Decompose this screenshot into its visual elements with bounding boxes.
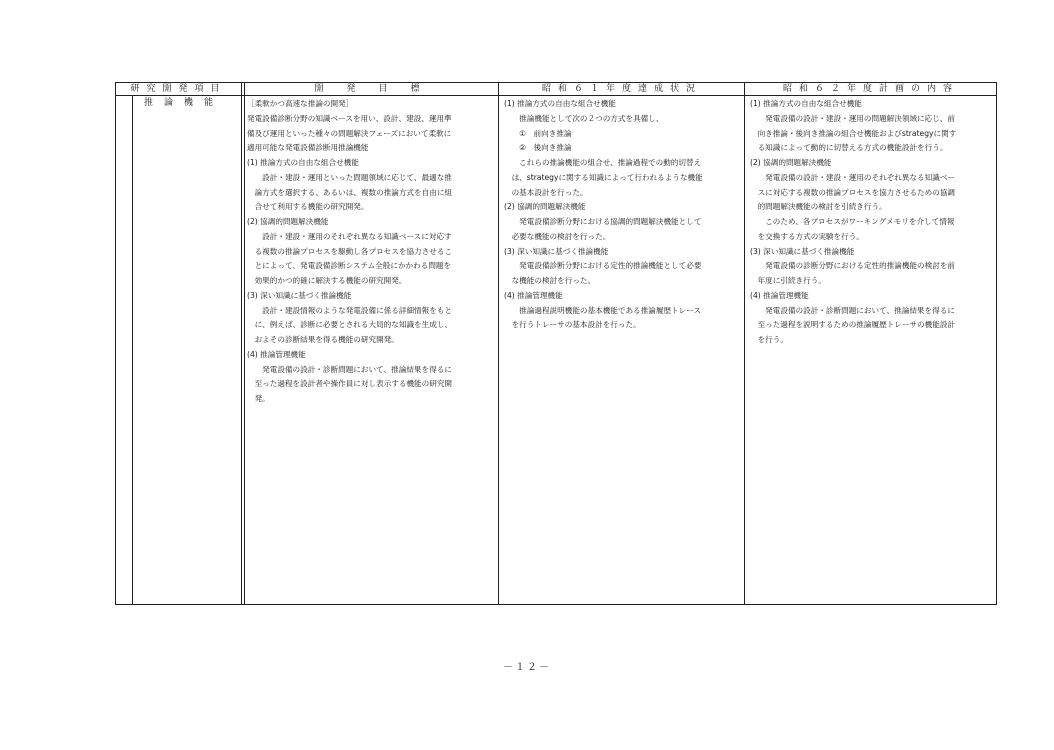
text-line: に、例えば、診断に必要とされる大局的な知識を生成し、 bbox=[247, 320, 453, 330]
text-line: 向き推論・後向き推論の組合せ機能およびstrategyに関す bbox=[750, 128, 957, 138]
text-line: スに対応する複数の推論プロセスを協力させるための協調 bbox=[750, 187, 956, 197]
header-fy62-plan: 昭和６２年度計画の内容 bbox=[782, 84, 959, 94]
text-line: は、strategyに関する知識によって行われるような機能 bbox=[504, 172, 703, 182]
category-label: 推論機能 bbox=[144, 98, 225, 108]
text-line: 推論機能として次の２つの方式を具備し、 bbox=[504, 113, 664, 123]
text-line: を交換する方式の実験を行う。 bbox=[750, 231, 864, 241]
text-line: (1) 推論方式の自由な組合せ機能 bbox=[247, 158, 359, 167]
text-line: (2) 協調的問題解決機能 bbox=[247, 217, 329, 226]
header-fy61-status: 昭和６１年度達成状況 bbox=[541, 84, 702, 94]
text-line: (3) 深い知識に基づく推論機能 bbox=[247, 290, 352, 300]
header-research-item: 研究開発項目 bbox=[130, 84, 227, 94]
text-line: ② 後向き推論 bbox=[504, 143, 572, 153]
text-line: (4) 推論管理機能 bbox=[247, 349, 306, 359]
text-line: およその診断結果を得る機能の研究開発。 bbox=[247, 335, 399, 344]
table-header-row bbox=[116, 83, 996, 96]
text-line: を行うトレーサの基本設計を行った。 bbox=[504, 320, 641, 330]
text-line: な機能の検討を行った。 bbox=[504, 276, 596, 285]
text-line: 発電設備診断分野の知識ベースを用い、設計、建設、運用準 bbox=[247, 113, 452, 123]
text-line: 発電設備の設計・診断問題において、推論結果を得るに bbox=[750, 305, 955, 315]
fy62-plan-column bbox=[750, 97, 994, 348]
text-line: 至った過程を説明するための推論履歴トレーサの機能設計 bbox=[750, 320, 956, 330]
text-line: る知識によって動的に切替える方式の機能設計を行う。 bbox=[750, 143, 948, 153]
text-line: (2) 協調的問題解決機能 bbox=[750, 158, 832, 167]
text-line: (1) 推論方式の自由な組合せ機能 bbox=[750, 99, 862, 108]
text-line: (3) 深い知識に基づく推論機能 bbox=[750, 246, 855, 256]
header-development-goal: 開 発 目 標 bbox=[314, 84, 427, 94]
category-indent-rule bbox=[132, 96, 133, 604]
development-goal-column bbox=[247, 97, 497, 407]
text-line: 設計・建設情報のような発電設備に係る詳細情報をもと bbox=[247, 305, 453, 315]
text-line: ① 前向き推論 bbox=[504, 128, 572, 138]
text-line: (4) 推論管理機能 bbox=[504, 290, 563, 300]
text-line: 合せて利用する機能の研究開発。 bbox=[247, 202, 369, 212]
text-line: 発電設備の設計・診断問題において、推論結果を得るに bbox=[247, 364, 452, 374]
fy61-status-column bbox=[504, 97, 742, 333]
text-line: 年度に引続き行う。 bbox=[750, 276, 826, 285]
text-line: (4) 推論管理機能 bbox=[750, 290, 809, 300]
text-line: ［柔軟かつ高速な推論の開発］ bbox=[247, 99, 354, 108]
text-line: 必要な機能の検討を行った。 bbox=[504, 231, 611, 241]
text-line: 発電設備の診断分野における定性的推論機能の検討を前 bbox=[750, 261, 956, 271]
column-divider-1 bbox=[241, 83, 245, 604]
text-line: 論方式を選択する、あるいは、複数の推論方式を自由に組 bbox=[247, 187, 453, 197]
text-line: 発電設備の設計・建設・運用のそれぞれ異なる知識ベー bbox=[750, 172, 956, 182]
text-line: 発電設備診断分野における協調的問題解決機能として bbox=[504, 217, 702, 226]
text-line: を行う。 bbox=[750, 335, 788, 344]
column-divider-2 bbox=[498, 83, 499, 604]
text-line: 発電設備の設計・建設・運用の問題解決領域に応じ、前 bbox=[750, 113, 956, 123]
text-line: 推論過程説明機能の基本機能である推論履歴トレース bbox=[504, 305, 702, 315]
text-line: とによって、発電設備診断システム全般にかかわる問題を bbox=[247, 261, 452, 271]
page-number: －１２－ bbox=[503, 662, 551, 673]
text-line: (1) 推論方式の自由な組合せ機能 bbox=[504, 99, 616, 108]
text-line: の基本設計を行った。 bbox=[504, 187, 588, 197]
text-line: 適用可能な発電設備診断用推論機能 bbox=[247, 143, 369, 153]
text-line: 的問題解決機能の検討を引続き行う。 bbox=[750, 202, 887, 212]
text-line: 発。 bbox=[247, 394, 270, 403]
column-divider-3 bbox=[744, 83, 745, 604]
text-line: このため、各プロセスがワーキングメモリを介して情報 bbox=[750, 217, 955, 226]
text-line: これらの推論機能の組合せ、推論過程での動的切替え bbox=[504, 158, 702, 167]
text-line: 至った過程を設計者や操作員に対し表示する機能の研究開 bbox=[247, 379, 453, 389]
text-line: 発電設備診断分野における定性的推論機能として必要 bbox=[504, 261, 702, 271]
text-line: 備及び運用といった種々の問題解決フェーズにおいて柔軟に bbox=[247, 128, 452, 138]
plan-table bbox=[115, 82, 997, 605]
text-line: (2) 協調的問題解決機能 bbox=[504, 202, 586, 212]
text-line: 効果的かつ的確に解決する機能の研究開発。 bbox=[247, 276, 407, 285]
text-line: (3) 深い知識に基づく推論機能 bbox=[504, 246, 609, 256]
text-line: 設計・建設・運用といった問題領域に応じて、最適な推 bbox=[247, 172, 452, 182]
text-line: る複数の推論プロセスを駆動し各プロセスを協力させるこ bbox=[247, 246, 453, 256]
text-line: 設計・建設・運用のそれぞれ異なる知識ベースに対応す bbox=[247, 231, 452, 241]
